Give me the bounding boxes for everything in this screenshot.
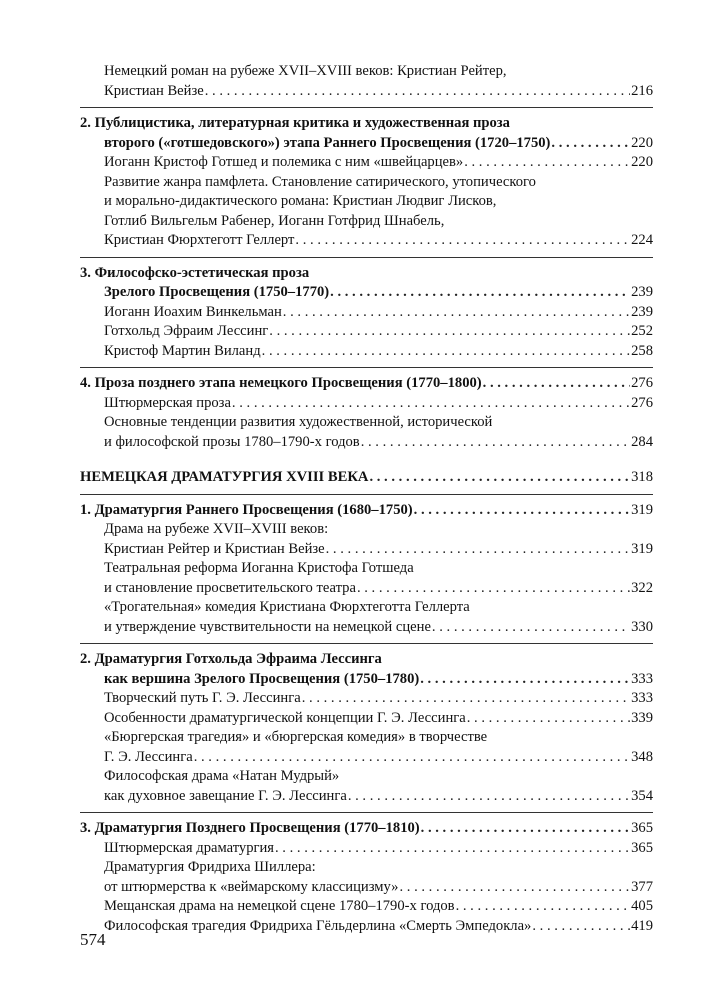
toc-entry: Штюрмерская драматургия . . . 365 xyxy=(80,839,653,859)
page-ref: 224 xyxy=(631,232,653,248)
toc-entry: Иоганн Иоахим Винкельман . . . 239 xyxy=(80,303,653,323)
page-ref: 319 xyxy=(631,501,653,518)
toc-entry: Драматургия Фридриха Шиллера: от штюрмерства к «веймарскому классицизму» . . . 377 xyxy=(80,858,653,897)
toc-section: 2. Публицистика, литературная критика и художественная проза второго («готшедовского») этапа Раннего Просвещения (1720–1750) . . . 220 xyxy=(80,114,653,153)
toc-entry: Драма на рубеже XVII–XVIII веков: Кристиан Рейтер и Кристиан Вейзе . . . 319 xyxy=(80,520,653,559)
toc-part-heading: НЕМЕЦКАЯ ДРАМАТУРГИЯ XVIII ВЕКА . . . 318 xyxy=(80,468,653,488)
page-ref: 322 xyxy=(631,579,653,596)
toc-section: 2. Драматургия Готхольда Эфраима Лессинга как вершина Зрелого Просвещения (1750–1780) . . . 333 xyxy=(80,650,653,689)
page-ref: 318 xyxy=(631,469,653,485)
page-ref: 405 xyxy=(631,898,653,914)
toc-entry: Развитие жанра памфлета. Становление сатирического, утопического и морально-дидактического романа: Кристиан Людвиг Лисков, Готлиб Вильгельм Рабенер, Иоганн Готфрид Шнабель, Кристиан Фюрхтеготт Геллерт . . . 224 xyxy=(80,173,653,251)
page-ref: 365 xyxy=(631,820,653,836)
divider xyxy=(80,643,653,644)
divider xyxy=(80,494,653,495)
page-ref: 333 xyxy=(631,690,653,706)
toc-entry: Творческий путь Г. Э. Лессинга . . . 333 xyxy=(80,689,653,709)
page-ref: 276 xyxy=(631,375,653,391)
toc-entry: Философская драма «Натан Мудрый» как духовное завещание Г. Э. Лессинга . . . 354 xyxy=(80,767,653,806)
page-ref: 333 xyxy=(631,670,653,687)
divider xyxy=(80,107,653,108)
page-ref: 252 xyxy=(631,323,653,339)
page-ref: 284 xyxy=(631,433,653,450)
page-ref: 216 xyxy=(631,82,653,99)
toc-entry: Иоганн Кристоф Готшед и полемика с ним «швейцарцев» . . . 220 xyxy=(80,153,653,173)
toc-section: 1. Драматургия Раннего Просвещения (1680–1750) . . . 319 xyxy=(80,501,653,521)
page-ref: 339 xyxy=(631,709,653,726)
toc-entry: Мещанская драма на немецкой сцене 1780–1790-х годов . . . 405 xyxy=(80,897,653,917)
toc-entry: Основные тенденции развития художественной, исторической и философской прозы 1780–1790-х годов . . . 284 xyxy=(80,413,653,452)
toc-entry: Кристоф Мартин Виланд . . . 258 xyxy=(80,342,653,362)
page-ref: 330 xyxy=(631,618,653,635)
toc-entry: «Бюргерская трагедия» и «бюргерская комедия» в творчестве Г. Э. Лессинга . . . 348 xyxy=(80,728,653,767)
toc-entry: Готхольд Эфраим Лессинг . . . 252 xyxy=(80,322,653,342)
toc-entry: Немецкий роман на рубеже XVII–XVIII веков: Кристиан Рейтер, Кристиан Вейзе . . . 216 xyxy=(80,62,653,101)
page-ref: 220 xyxy=(631,154,653,170)
toc-entry: Особенности драматургической концепции Г. Э. Лессинга . . . 339 xyxy=(80,709,653,729)
page-ref: 365 xyxy=(631,839,653,856)
page-ref: 354 xyxy=(631,787,653,804)
page-number: 574 xyxy=(80,930,106,949)
toc-section: 4. Проза позднего этапа немецкого Просвещения (1770–1800) . . . 276 xyxy=(80,374,653,394)
page-ref: 258 xyxy=(631,342,653,359)
divider xyxy=(80,367,653,368)
toc-entry: Штюрмерская проза . . . 276 xyxy=(80,394,653,414)
page-ref: 220 xyxy=(631,134,653,151)
page-ref: 419 xyxy=(631,917,653,934)
toc-entry: Философская трагедия Фридриха Гёльдерлина «Смерть Эмпедокла» . . . 419 xyxy=(80,917,653,937)
divider xyxy=(80,812,653,813)
toc-section: 3. Драматургия Позднего Просвещения (1770–1810) . . . 365 xyxy=(80,819,653,839)
page-ref: 319 xyxy=(631,540,653,557)
toc-entry: «Трогательная» комедия Кристиана Фюрхтеготта Геллерта и утверждение чувствительности на немецкой сцене . . . 330 xyxy=(80,598,653,637)
divider xyxy=(80,257,653,258)
table-of-contents xyxy=(80,62,653,936)
page-ref: 239 xyxy=(631,303,653,320)
toc-entry: Театральная реформа Иоганна Кристофа Готшеда и становление просветительского театра . . . 322 xyxy=(80,559,653,598)
toc-section: 3. Философско-эстетическая проза Зрелого Просвещения (1750–1770) . . . 239 xyxy=(80,264,653,303)
page-ref: 276 xyxy=(631,394,653,411)
page-ref: 377 xyxy=(631,878,653,895)
page-ref: 239 xyxy=(631,284,653,300)
page-ref: 348 xyxy=(631,748,653,765)
